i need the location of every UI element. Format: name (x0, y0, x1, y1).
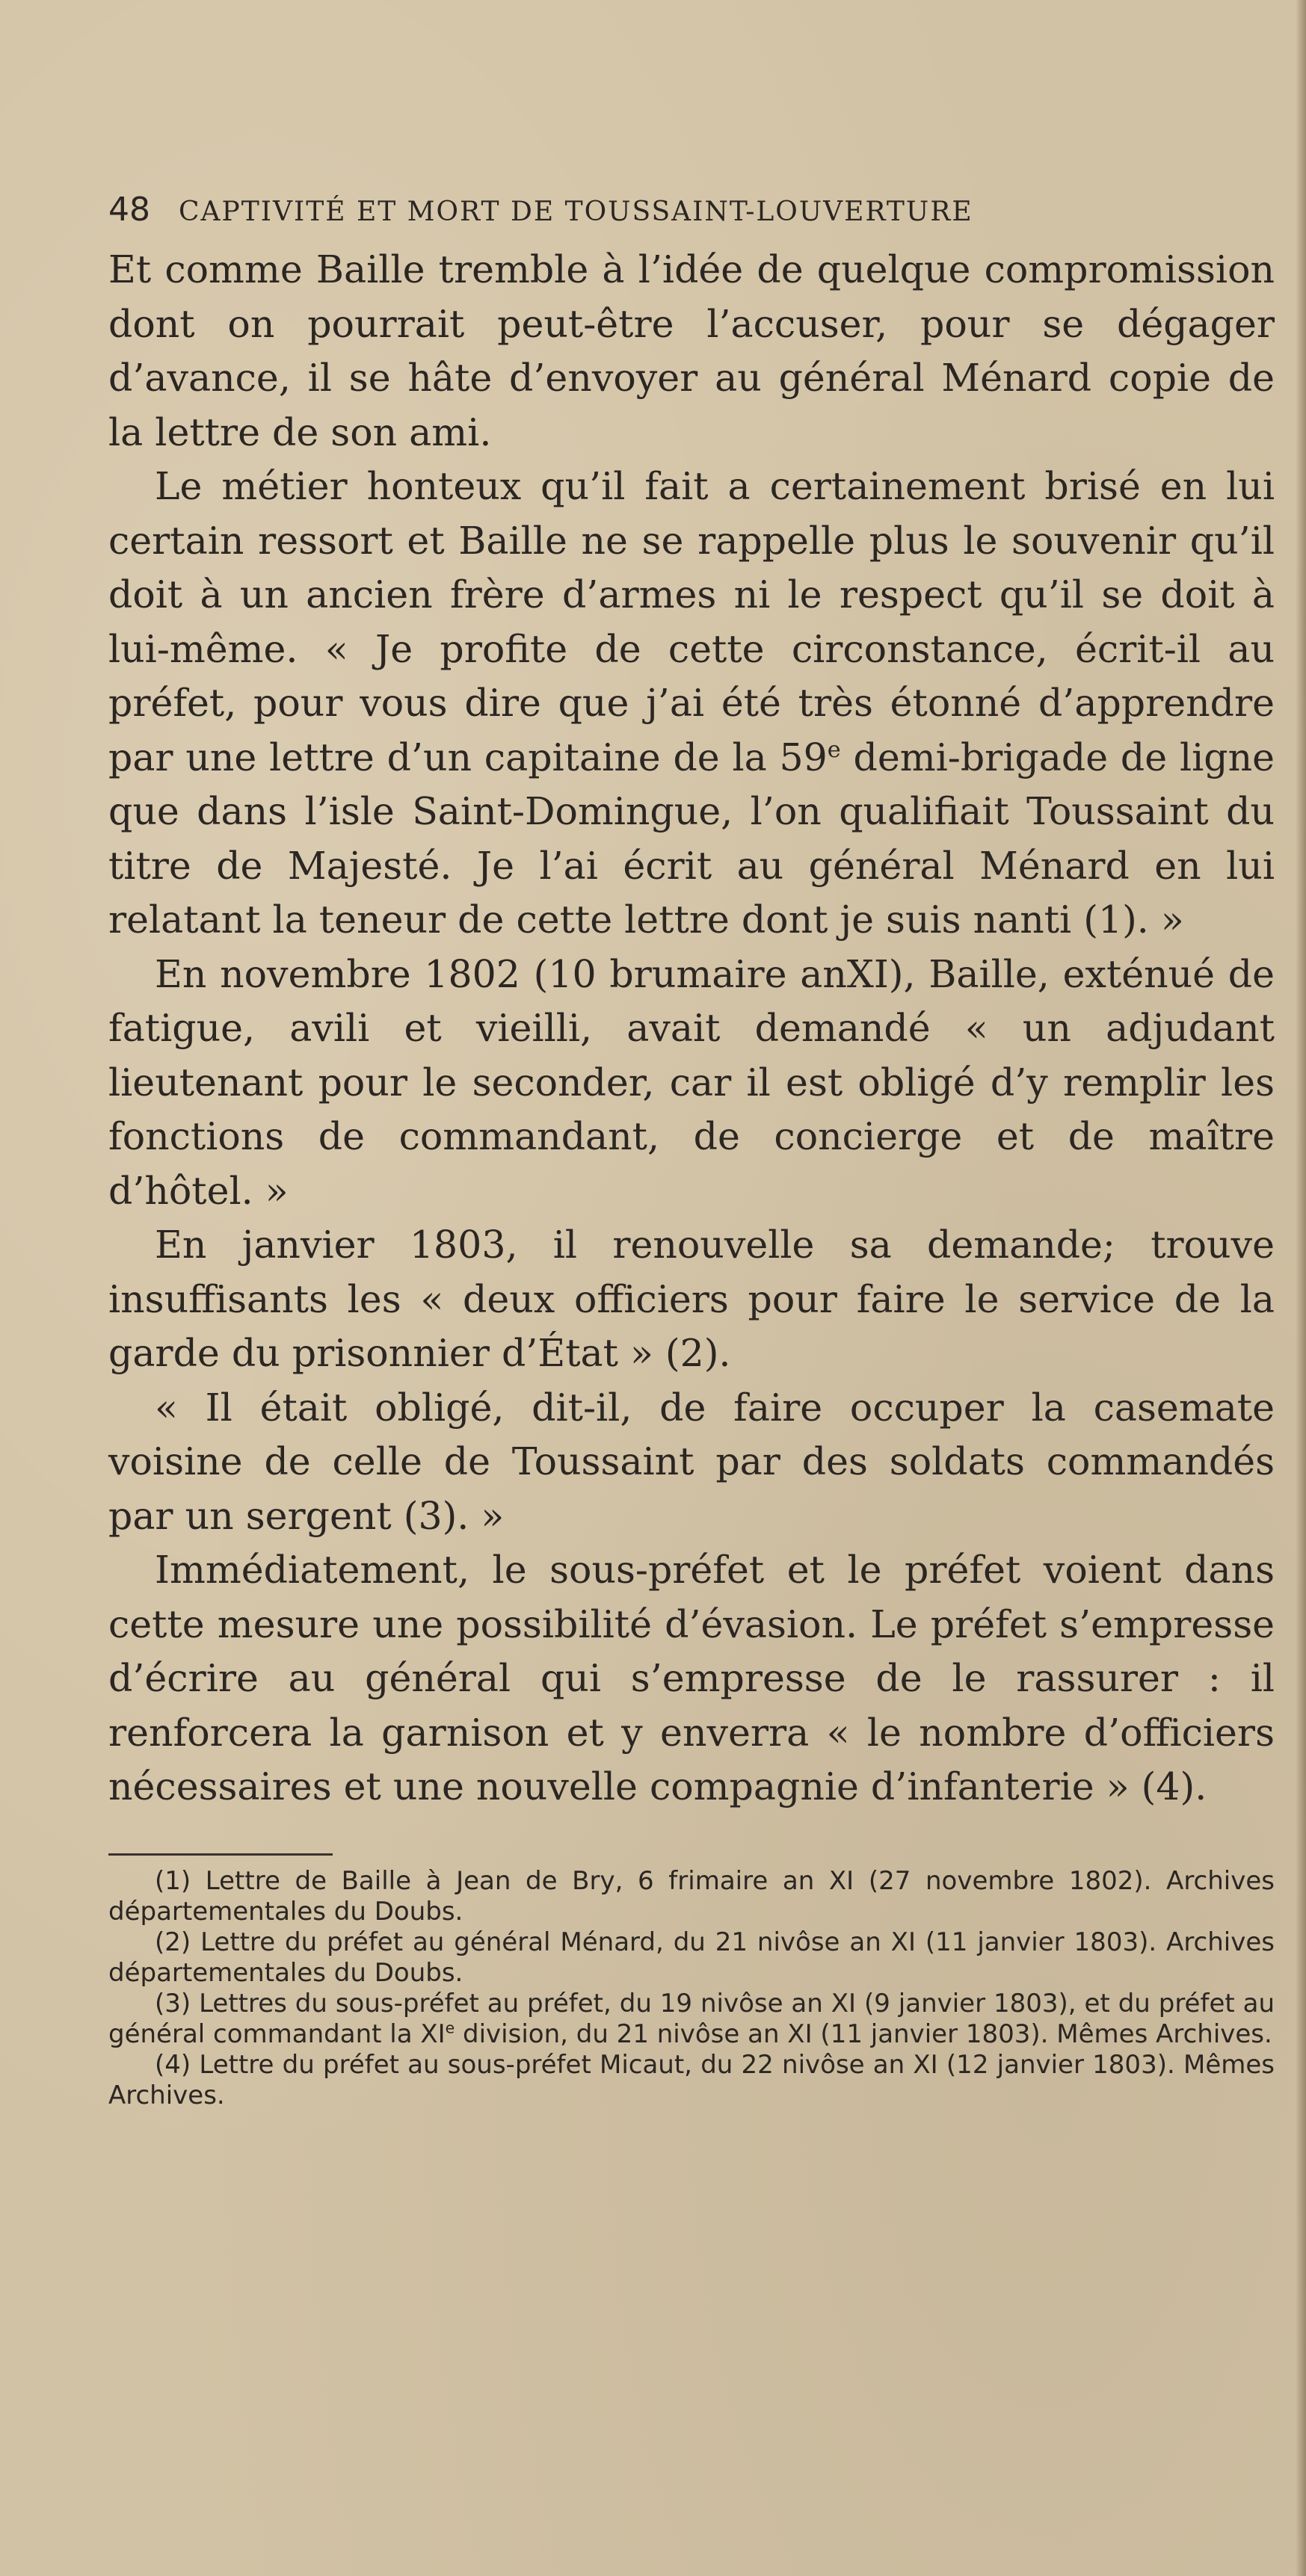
page-number: 48 (108, 191, 150, 229)
footnote-text: (3) Lettres du sous-préfet au préfet, du 19 nivôse an XI (9 janvier 1803), et du préfet au général commandant la XI (108, 1988, 1275, 2049)
footnote-separator (108, 1853, 333, 1856)
footnote (108, 1989, 1275, 2050)
paragraph: « Il était obligé, dit-il, de faire occuper la casemate voisine de celle de Toussaint par des soldats commandés par un sergent (3). » (108, 1385, 1275, 1538)
paragraph: En novembre 1802 (10 brumaire anXI), Baille, exténué de fatigue, avili et vieilli, avait demandé « un adjudant lieutenant pour le seconder, car il est obligé d’y remplir les fonctions de commandant, de concierge et de maître d’hôtel. » (108, 951, 1275, 1213)
ordinal-superscript: e (445, 2019, 455, 2037)
footnote-text: division, du 21 nivôse an XI (11 janvier 1803). Mêmes Archives. (455, 2019, 1272, 2049)
page-edge-shadow (1296, 0, 1306, 2576)
body-text (108, 243, 1275, 1814)
paragraph: Immédiatement, le sous-préfet et le préfet voient dans cette mesure une possibilité d’évasion. Le préfet s’empresse d’écrire au général qui s’empresse de le rassurer : il renforcera la garnison et y enverra « le nombre d’officiers nécessaires et une nouvelle compagnie d’infanterie » (4). (108, 1548, 1275, 1809)
paragraph-text: demi-brigade de ligne que dans l’isle Saint-Domingue, l’on qualifiait Toussaint du titre de Majesté. Je l’ai écrit au général Ménard en lui relatant la teneur de cette lettre dont je suis nanti (1). » (108, 735, 1275, 942)
footnotes (108, 1866, 1275, 2111)
book-page (108, 191, 1275, 2111)
running-title: CAPTIVITÉ ET MORT DE TOUSSAINT-LOUVERTURE (179, 197, 973, 227)
paragraph-text: Le métier honteux qu’il fait a certainement brisé en lui certain ressort et Baille ne se rappelle plus le souvenir qu’il doit à un ancien frère d’armes ni le respect qu’il se doit à lui-même. « Je profite de cette circonstance, écrit-il au préfet, pour vous dire que j’ai été très étonné d’apprendre par une lettre d’un capitaine de la 59 (108, 464, 1275, 779)
paragraph (108, 460, 1275, 948)
page-header (108, 191, 1275, 243)
ordinal-superscript: e (827, 736, 841, 763)
paragraph: Et comme Baille tremble à l’idée de quelque compromission dont on pourrait peut-être l’accuser, pour se dégager d’avance, il se hâte d’envoyer au général Ménard copie de la lettre de son ami. (108, 247, 1275, 454)
footnote: (4) Lettre du préfet au sous-préfet Micaut, du 22 nivôse an XI (12 janvier 1803). Mêmes Archives. (108, 2049, 1275, 2110)
footnote: (1) Lettre de Baille à Jean de Bry, 6 frimaire an XI (27 novembre 1802). Archives départementales du Doubs. (108, 1865, 1275, 1927)
footnote: (2) Lettre du préfet au général Ménard, du 21 nivôse an XI (11 janvier 1803). Archives départementales du Doubs. (108, 1927, 1275, 1988)
paragraph: En janvier 1803, il renouvelle sa demande; trouve insuffisants les « deux officiers pour faire le service de la garde du prisonnier d’État » (2). (108, 1223, 1275, 1375)
